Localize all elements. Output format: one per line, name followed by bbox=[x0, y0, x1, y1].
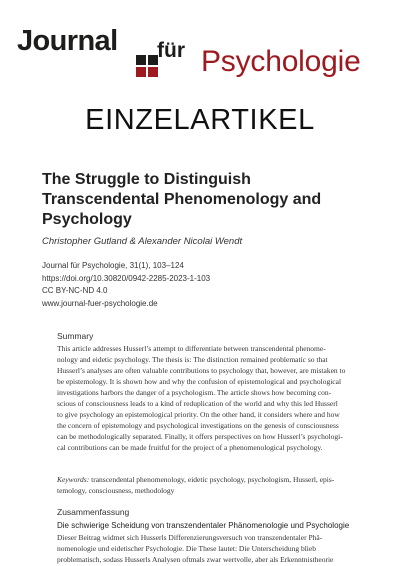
summary-text: This article addresses Husserl’s attempt to differentiate between transcendental phenome- nology and eidetic psychology. The thesis is: The distinction remained problematic so that Husserl’s analyses are often valuable contributions to psychology that, however, are mistaken to be epistemology. It is shown how and why the confusion of epistemological and psychological investigations harbors the danger of a psychologism. The article shows how becoming con- scious of consciousness leads to a kind of reduplication of the world and why this led Husserl to give psychology an epistemological priority. On the other hand, it considers where and how the concern of epistemology and psychological investigations on the genesis of consciousness can be methodologically separated. Finally, it offers perspectives on how Husserl’s psychologi- cal contributions can be made fruitful for the project of a phenomenological psychology. bbox=[57, 344, 346, 452]
logo-square-dark bbox=[136, 55, 146, 65]
keywords bbox=[57, 474, 358, 496]
license-line: CC BY-NC-ND 4.0 bbox=[42, 286, 108, 295]
summary-heading: Summary bbox=[57, 331, 94, 341]
zusammenfassung-subtitle: Die schwierige Scheidung von transzendentaler Phänomenologie und Psychologie bbox=[57, 521, 350, 530]
article-title: The Struggle to Distinguish Transcendental Phenomenology and Psychology bbox=[42, 171, 322, 228]
doi-link[interactable]: https://doi.org/10.30820/0942-2285-2023-1-103 bbox=[42, 273, 211, 283]
masthead-squares-logo bbox=[136, 55, 158, 77]
logo-square-red bbox=[136, 67, 146, 77]
masthead-psychologie-word: Psychologie bbox=[201, 45, 361, 78]
masthead-fuer-word: für bbox=[157, 39, 185, 62]
journal-masthead bbox=[17, 26, 387, 78]
zusammenfassung-text: Dieser Beitrag widmet sich Husserls Differenzierungsversuch von transzendentaler Phä- nomenologie und eidetischer Psychologie. Die These lautet: Die Unterscheidung blieb problematisch, sodass Husserls Analysen oftmals zwar wertvolle, aber als Erkenntnistheorie bbox=[57, 533, 334, 564]
masthead-journal-word: Journal bbox=[17, 25, 118, 57]
article-metadata bbox=[42, 260, 210, 310]
journal-website-link[interactable]: www.journal-fuer-psychologie.de bbox=[42, 298, 158, 308]
keywords-label: Keywords: bbox=[57, 475, 90, 484]
article-authors: Christopher Gutland & Alexander Nicolai Wendt bbox=[42, 236, 243, 247]
zusammenfassung-heading: Zusammenfassung bbox=[57, 507, 130, 517]
citation-line: Journal für Psychologie, 31(1), 103–124 bbox=[42, 261, 184, 270]
keywords-list: transcendental phenomenology, eidetic psychology, psychologism, Husserl, epis- temology, consciousness, methodology bbox=[57, 475, 335, 495]
logo-square-red bbox=[148, 67, 158, 77]
section-label: EINZELARTIKEL bbox=[85, 104, 315, 136]
